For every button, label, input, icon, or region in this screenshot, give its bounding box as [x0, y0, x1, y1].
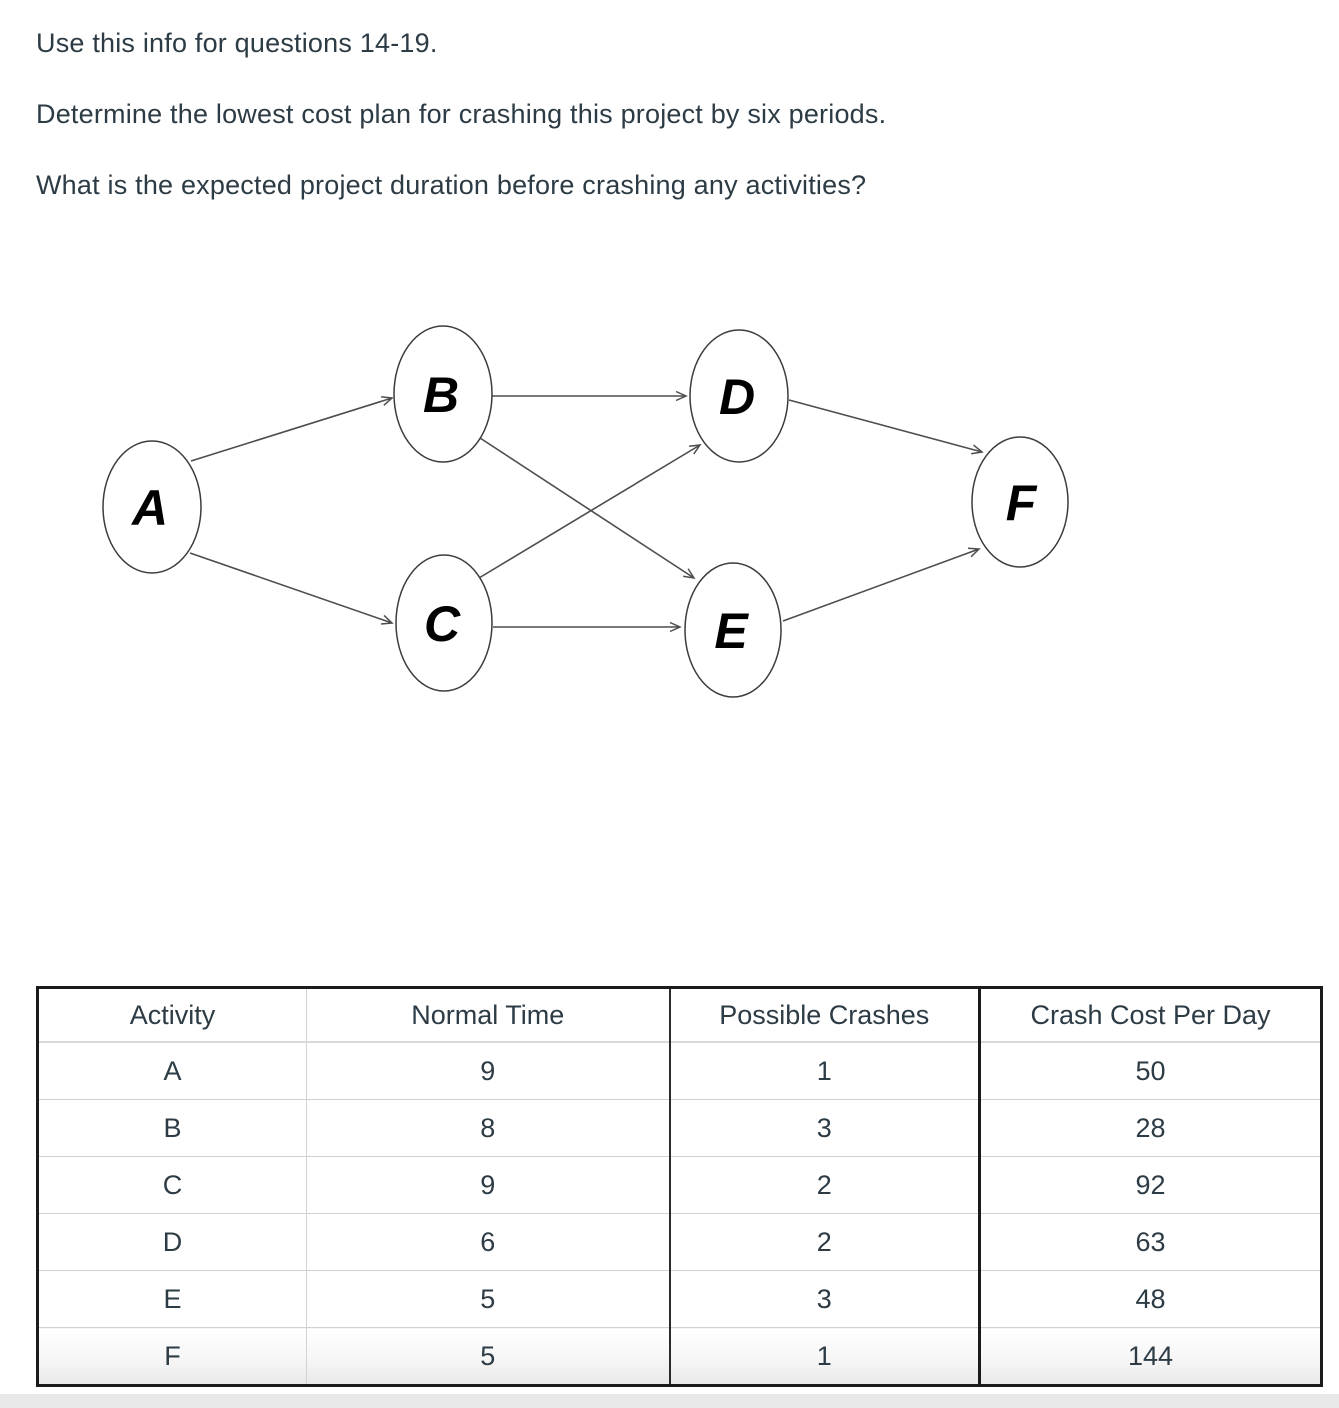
edge-a-to-b: [191, 398, 392, 461]
edge-b-to-e: [480, 438, 694, 578]
cell-possible-crashes: 1: [670, 1328, 980, 1386]
cell-normal-time: 9: [307, 1042, 670, 1100]
project-network-diagram: [0, 300, 1120, 780]
cell-crash-cost: 48: [1135, 1283, 1166, 1314]
cell-crash-cost: 92: [1135, 1169, 1166, 1200]
node-e-label: E: [714, 603, 748, 659]
edge-c-to-d: [479, 445, 700, 578]
cell-normal-time: 5: [307, 1271, 670, 1328]
cell-possible-crashes: 2: [670, 1214, 980, 1271]
cell-normal-time: 6: [307, 1214, 670, 1271]
table-row-b: [38, 1100, 1322, 1157]
edge-a-to-c: [190, 553, 392, 623]
edge-e-to-f: [783, 549, 979, 621]
cell-crash-cost: 144: [980, 1328, 1322, 1386]
table-row-f: [38, 1328, 1322, 1386]
node-d-label: D: [718, 369, 756, 425]
col-header-normal-time: Normal Time: [307, 988, 670, 1043]
cell-activity: E: [38, 1271, 307, 1328]
node-f-label: F: [1005, 475, 1037, 531]
cell-crash-cost: 50: [1135, 1055, 1166, 1086]
edge-d-to-f: [789, 400, 982, 452]
table-row-a: [38, 1042, 1322, 1100]
question-text-block: [36, 28, 1296, 241]
cell-activity: C: [38, 1157, 307, 1214]
cell-activity: B: [38, 1100, 307, 1157]
cell-possible-crashes: 3: [670, 1271, 980, 1328]
question-intro-line: Use this info for questions 14-19.: [36, 28, 438, 58]
question-prompt-line: What is the expected project duration before crashing any activities?: [36, 170, 867, 200]
question-instruction-line: Determine the lowest cost plan for crashing this project by six periods.: [36, 99, 887, 129]
cell-possible-crashes: 3: [670, 1100, 980, 1157]
cell-activity: A: [38, 1042, 307, 1100]
cell-normal-time: 8: [307, 1100, 670, 1157]
cell-possible-crashes: 1: [670, 1042, 980, 1100]
node-b-label: B: [422, 367, 460, 423]
table-row-e: [38, 1271, 1322, 1328]
cell-crash-cost: 28: [1135, 1112, 1166, 1143]
cell-activity: F: [38, 1328, 307, 1386]
node-a-label: A: [131, 480, 169, 536]
table-header-row: [38, 988, 1322, 1043]
col-header-crash-cost: Crash Cost Per Day: [1030, 999, 1271, 1030]
col-header-possible-crashes: Possible Crashes: [670, 988, 980, 1043]
cell-normal-time: 9: [307, 1157, 670, 1214]
node-c-label: C: [423, 596, 461, 652]
col-header-activity: Activity: [38, 988, 307, 1043]
crash-data-table: [36, 986, 1323, 1387]
cell-normal-time: 5: [307, 1328, 670, 1386]
bottom-divider-strip: [0, 1394, 1339, 1408]
cell-possible-crashes: 2: [670, 1157, 980, 1214]
cell-crash-cost: 63: [1135, 1226, 1166, 1257]
table-row-c: [38, 1157, 1322, 1214]
table-row-d: [38, 1214, 1322, 1271]
cell-activity: D: [38, 1214, 307, 1271]
